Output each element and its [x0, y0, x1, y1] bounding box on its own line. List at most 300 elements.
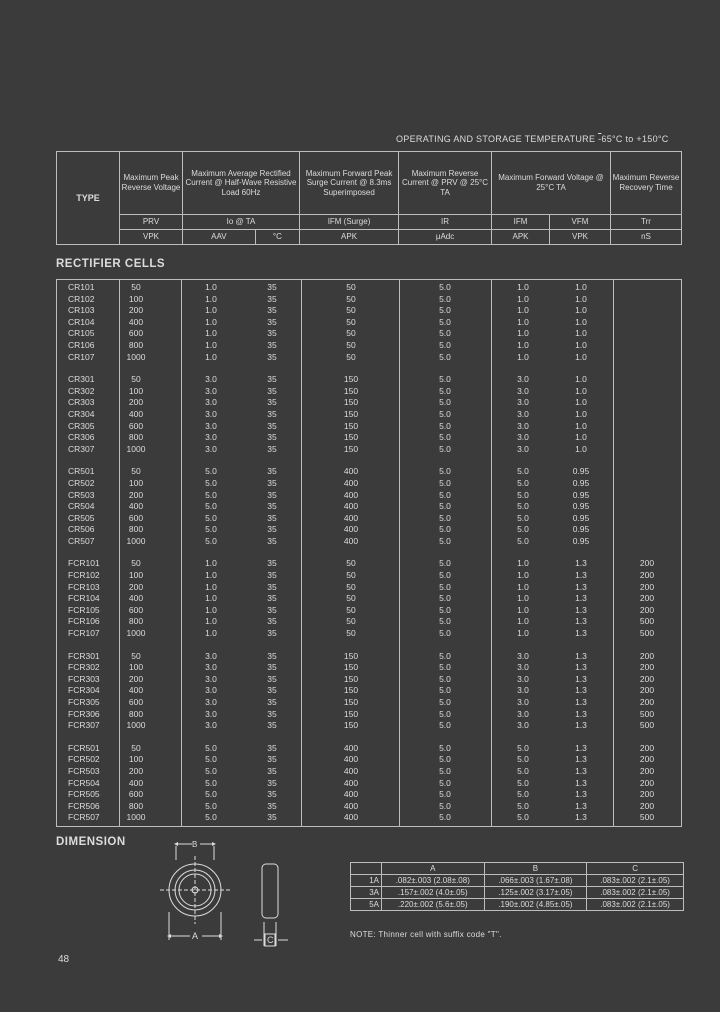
row-group [56, 466, 682, 547]
type-cell: CR104 [68, 316, 95, 327]
ifm-forward-cell: 1.0 [517, 616, 529, 627]
ifm-cell: 50 [346, 558, 356, 569]
vfm-cell: 1.3 [575, 662, 587, 673]
ifm-cell: 400 [343, 512, 359, 523]
io-cell: 1.0 [205, 616, 217, 627]
prv-cell: 600 [128, 697, 144, 707]
vfm-cell: 1.0 [575, 385, 587, 396]
prv-cell: 400 [128, 593, 144, 604]
tc-cell: 35 [267, 650, 277, 661]
type-cell: CR105 [68, 328, 95, 339]
ifm-forward-cell: 1.0 [517, 293, 529, 304]
prv-cell: 600 [128, 420, 144, 431]
type-cell: FCR503 [68, 765, 100, 776]
ir-cell: 5.0 [439, 420, 451, 431]
ir-cell: 5.0 [439, 765, 451, 776]
io-cell: 5.0 [205, 789, 217, 800]
type-cell: FCR104 [68, 593, 100, 604]
vfm-cell: 0.95 [572, 489, 590, 500]
ifm-cell: 400 [343, 501, 359, 512]
ir-cell: 5.0 [439, 742, 451, 753]
prv-cell: 400 [128, 777, 144, 788]
ir-cell: 5.0 [439, 477, 451, 488]
ir-cell: 5.0 [439, 581, 451, 592]
trr-cell: 200 [639, 650, 655, 661]
ir-cell: 5.0 [439, 720, 451, 731]
type-cell: CR106 [68, 339, 95, 350]
ir-cell: 5.0 [439, 524, 451, 535]
tc-cell: 35 [267, 812, 277, 823]
ifm-forward-cell: 5.0 [517, 812, 529, 823]
ifm-cell: 400 [343, 489, 359, 500]
tc-cell: 35 [267, 339, 277, 350]
table-row [56, 478, 682, 490]
tc-cell: 35 [267, 477, 277, 488]
vfm-cell: 1.3 [575, 593, 587, 604]
dimension-row [351, 875, 684, 887]
io-cell: 1.0 [205, 351, 217, 362]
tc-cell: 35 [267, 351, 277, 362]
tc-cell: 35 [267, 420, 277, 431]
prv-unit: VPK [120, 230, 183, 245]
ifm2-unit: APK [492, 230, 550, 245]
ir-cell: 5.0 [439, 812, 451, 823]
tc-cell: 35 [267, 374, 277, 385]
ir-cell: 5.0 [439, 628, 451, 639]
row-group [56, 558, 682, 639]
prv-symbol: PRV [120, 215, 183, 230]
table-row [56, 490, 682, 502]
ifm-cell: 50 [346, 293, 356, 304]
vfm-cell: 1.3 [575, 558, 587, 569]
vfm-cell: 1.0 [575, 443, 587, 454]
dimension-value: .220±.002 (5.6±.05) [382, 899, 485, 911]
tc-cell: 35 [267, 466, 277, 477]
ifm-cell: 150 [343, 420, 359, 431]
prv-cell: 1000 [126, 812, 146, 823]
vfm-unit: VPK [550, 230, 611, 245]
tc-cell: 35 [267, 328, 277, 339]
ifm-forward-cell: 3.0 [517, 720, 529, 731]
ir-cell: 5.0 [439, 293, 451, 304]
table-row [56, 616, 682, 628]
table-row [56, 651, 682, 663]
ir-cell: 5.0 [439, 593, 451, 604]
vfm-cell: 1.3 [575, 708, 587, 719]
ir-cell: 5.0 [439, 374, 451, 385]
prv-cell: 600 [128, 328, 144, 339]
size-label: 1A [351, 875, 382, 887]
trr-cell: 200 [639, 604, 655, 615]
io-cell: 3.0 [205, 708, 217, 719]
disc-side-view [262, 864, 278, 918]
type-cell: FCR507 [68, 812, 100, 823]
type-cell: FCR506 [68, 800, 100, 811]
row-group [56, 374, 682, 455]
ifm-forward-cell: 1.0 [517, 282, 529, 292]
table-row [56, 697, 682, 709]
ifm-forward-cell: 5.0 [517, 477, 529, 488]
tc-cell: 35 [267, 616, 277, 627]
table-row [56, 570, 682, 582]
ifm-cell: 50 [346, 328, 356, 339]
prv-cell: 400 [128, 408, 144, 419]
io-cell: 3.0 [205, 374, 217, 385]
vfm-cell: 0.95 [572, 477, 590, 488]
ifm-forward-cell: 3.0 [517, 408, 529, 419]
type-cell: CR107 [68, 351, 95, 362]
ifm-cell: 400 [343, 742, 359, 753]
vf-header: Maximum Forward Voltage @ 25°C TA [492, 152, 611, 215]
tc-cell: 35 [267, 558, 277, 569]
dimension-row [351, 899, 684, 911]
io-cell: 3.0 [205, 420, 217, 431]
type-cell: CR307 [68, 443, 95, 454]
ir-cell: 5.0 [439, 777, 451, 788]
trr-cell: 200 [639, 777, 655, 788]
vfm-cell: 1.0 [575, 316, 587, 327]
trr-cell: 500 [639, 708, 655, 719]
ifm-cell: 400 [343, 524, 359, 535]
vfm-cell: 0.95 [572, 512, 590, 523]
ifm-cell: 50 [346, 593, 356, 604]
tc-cell: 35 [267, 385, 277, 396]
io-cell: 1.0 [205, 316, 217, 327]
type-cell: CR505 [68, 512, 95, 523]
type-cell: CR302 [68, 385, 95, 396]
ifm-forward-cell: 5.0 [517, 789, 529, 800]
table-row [56, 432, 682, 444]
table-row [56, 409, 682, 421]
ifm-cell: 150 [343, 697, 359, 707]
tc-cell: 35 [267, 581, 277, 592]
ir-cell: 5.0 [439, 570, 451, 581]
io-cell: 5.0 [205, 765, 217, 776]
io-cell: 1.0 [205, 328, 217, 339]
tc-cell: 35 [267, 604, 277, 615]
vfm-cell: 1.3 [575, 604, 587, 615]
ir-cell: 5.0 [439, 385, 451, 396]
io-cell: 3.0 [205, 385, 217, 396]
ir-cell: 5.0 [439, 397, 451, 408]
table-row [56, 328, 682, 340]
dimension-title: DIMENSION [56, 836, 126, 848]
prv-cell: 800 [128, 524, 144, 535]
vfm-cell: 1.0 [575, 374, 587, 385]
ifm-cell: 150 [343, 408, 359, 419]
ifm-cell: 400 [343, 466, 359, 477]
ifm-forward-cell: 5.0 [517, 501, 529, 512]
table-row [56, 317, 682, 329]
ifm-cell: 50 [346, 305, 356, 316]
vfm-cell: 1.3 [575, 765, 587, 776]
ifm-cell: 50 [346, 616, 356, 627]
prv-cell: 1000 [126, 535, 146, 546]
dimension-row [351, 887, 684, 899]
ifm2-symbol: IFM [492, 215, 550, 230]
trr-cell: 200 [639, 789, 655, 800]
prv-cell: 100 [128, 385, 144, 396]
vfm-cell: 1.0 [575, 339, 587, 350]
io-cell: 5.0 [205, 466, 217, 477]
page-number: 48 [58, 954, 70, 965]
trr-cell: 200 [639, 742, 655, 753]
dimension-value: .082±.003 (2.08±.08) [382, 875, 485, 887]
ifm-cell: 150 [343, 650, 359, 661]
type-cell: CR305 [68, 420, 95, 431]
type-cell: FCR102 [68, 570, 100, 581]
io-cell: 5.0 [205, 489, 217, 500]
ifm-forward-cell: 5.0 [517, 535, 529, 546]
table-row [56, 582, 682, 594]
type-cell: FCR303 [68, 673, 100, 684]
ir-cell: 5.0 [439, 708, 451, 719]
b-arrowhead-left [174, 842, 178, 846]
ifm-forward-cell: 5.0 [517, 512, 529, 523]
dimension-value: .157±.002 (4.0±.05) [382, 887, 485, 899]
tc-cell: 35 [267, 535, 277, 546]
ifm-cell: 150 [343, 662, 359, 673]
ifm-unit: APK [300, 230, 399, 245]
type-cell: FCR301 [68, 650, 100, 661]
ifm-forward-cell: 3.0 [517, 420, 529, 431]
label-b: B [192, 840, 198, 849]
tc-cell: 35 [267, 593, 277, 604]
dimension-header-cell [351, 863, 382, 875]
ir-cell: 5.0 [439, 616, 451, 627]
ir-cell: 5.0 [439, 501, 451, 512]
table-row [56, 536, 682, 548]
tc-cell: 35 [267, 673, 277, 684]
io-cell: 3.0 [205, 673, 217, 684]
trr-cell: 200 [639, 800, 655, 811]
size-label: 5A [351, 899, 382, 911]
prv-cell: 800 [128, 800, 144, 811]
label-a: A [192, 931, 199, 941]
table-row [56, 801, 682, 813]
type-cell: CR103 [68, 305, 95, 316]
io-cell: 1.0 [205, 628, 217, 639]
ifm-forward-cell: 1.0 [517, 581, 529, 592]
vfm-cell: 1.0 [575, 351, 587, 362]
tc-cell: 35 [267, 765, 277, 776]
ifm-forward-cell: 1.0 [517, 305, 529, 316]
ifm-symbol: IFM (Surge) [300, 215, 399, 230]
ifm-cell: 50 [346, 316, 356, 327]
io-cell: 1.0 [205, 339, 217, 350]
table-row [56, 812, 682, 824]
ifm-cell: 400 [343, 800, 359, 811]
ir-cell: 5.0 [439, 305, 451, 316]
ir-header: Maximum Reverse Current @ PRV @ 25°C TA [399, 152, 492, 215]
ir-cell: 5.0 [439, 604, 451, 615]
ifm-forward-cell: 3.0 [517, 697, 529, 707]
io-cell: 5.0 [205, 512, 217, 523]
io-cell: 5.0 [205, 524, 217, 535]
io-cell: 1.0 [205, 305, 217, 316]
vfm-cell: 1.3 [575, 570, 587, 581]
thinner-cell-note: NOTE: Thinner cell with suffix code "T". [350, 930, 502, 939]
trr-cell: 200 [639, 558, 655, 569]
table-row [56, 294, 682, 306]
io-unit: AAV [183, 230, 256, 245]
io-cell: 1.0 [205, 593, 217, 604]
prv-cell: 50 [131, 466, 141, 477]
dimension-header-row [351, 863, 684, 875]
ir-unit: μAdc [399, 230, 492, 245]
vfm-cell: 1.3 [575, 581, 587, 592]
prv-cell: 1000 [126, 720, 146, 731]
ir-cell: 5.0 [439, 432, 451, 443]
ifm-cell: 150 [343, 397, 359, 408]
table-row [56, 397, 682, 409]
trr-symbol: Trr [611, 215, 682, 230]
prv-cell: 200 [128, 765, 144, 776]
prv-cell: 200 [128, 581, 144, 592]
prv-cell: 400 [128, 501, 144, 512]
vfm-cell: 1.3 [575, 742, 587, 753]
ifm-cell: 150 [343, 385, 359, 396]
prv-cell: 800 [128, 432, 144, 443]
io-cell: 3.0 [205, 443, 217, 454]
tc-cell: 35 [267, 397, 277, 408]
ifm-header: Maximum Forward Peak Surge Current @ 8.3ms Superimposed [300, 152, 399, 215]
ifm-cell: 400 [343, 812, 359, 823]
rectifier-cell-rows [56, 282, 682, 835]
type-cell: CR506 [68, 524, 95, 535]
io-cell: 1.0 [205, 558, 217, 569]
ifm-forward-cell: 3.0 [517, 708, 529, 719]
table-row [56, 662, 682, 674]
ifm-forward-cell: 5.0 [517, 777, 529, 788]
ir-cell: 5.0 [439, 535, 451, 546]
vfm-symbol: VFM [550, 215, 611, 230]
io-cell: 5.0 [205, 754, 217, 765]
type-cell: FCR103 [68, 581, 100, 592]
io-cell: 3.0 [205, 650, 217, 661]
vfm-cell: 1.3 [575, 777, 587, 788]
type-cell: CR504 [68, 501, 95, 512]
ifm-forward-cell: 3.0 [517, 685, 529, 696]
dimension-value: .083±.002 (2.1±.05) [587, 887, 684, 899]
tc-cell: 35 [267, 708, 277, 719]
type-cell: FCR304 [68, 685, 100, 696]
ifm-forward-cell: 3.0 [517, 673, 529, 684]
label-c: C [267, 935, 274, 945]
tc-cell: 35 [267, 789, 277, 800]
io-cell: 5.0 [205, 800, 217, 811]
table-row [56, 421, 682, 433]
ir-cell: 5.0 [439, 754, 451, 765]
ifm-cell: 150 [343, 432, 359, 443]
ifm-cell: 50 [346, 351, 356, 362]
table-row [56, 709, 682, 721]
dimension-value: .083±.002 (2.1±.05) [587, 875, 684, 887]
ifm-forward-cell: 5.0 [517, 742, 529, 753]
section-title: RECTIFIER CELLS [56, 258, 166, 270]
ir-cell: 5.0 [439, 662, 451, 673]
io-cell: 3.0 [205, 397, 217, 408]
row-group [56, 743, 682, 824]
type-cell: FCR302 [68, 662, 100, 673]
vfm-cell: 1.0 [575, 282, 587, 292]
ir-cell: 5.0 [439, 351, 451, 362]
io-cell: 3.0 [205, 432, 217, 443]
io-cell: 5.0 [205, 812, 217, 823]
io-cell: 3.0 [205, 697, 217, 707]
vfm-cell: 1.3 [575, 685, 587, 696]
prv-cell: 100 [128, 293, 144, 304]
ifm-cell: 50 [346, 570, 356, 581]
table-row [56, 789, 682, 801]
ifm-cell: 50 [346, 339, 356, 350]
dimension-header-cell: A [382, 863, 485, 875]
trr-cell: 200 [639, 593, 655, 604]
io-cell: 1.0 [205, 581, 217, 592]
vfm-cell: 0.95 [572, 501, 590, 512]
ir-cell: 5.0 [439, 408, 451, 419]
ifm-cell: 50 [346, 604, 356, 615]
prv-cell: 200 [128, 397, 144, 408]
ifm-cell: 400 [343, 789, 359, 800]
tc-cell: 35 [267, 800, 277, 811]
ir-cell: 5.0 [439, 697, 451, 707]
vfm-cell: 1.0 [575, 408, 587, 419]
type-cell: FCR504 [68, 777, 100, 788]
vfm-cell: 1.3 [575, 628, 587, 639]
tc-cell: 35 [267, 570, 277, 581]
ir-cell: 5.0 [439, 558, 451, 569]
vfm-cell: 1.0 [575, 305, 587, 316]
table-row [56, 754, 682, 766]
ifm-forward-cell: 5.0 [517, 765, 529, 776]
prv-cell: 200 [128, 673, 144, 684]
prv-cell: 50 [131, 650, 141, 661]
size-label: 3A [351, 887, 382, 899]
type-cell: CR304 [68, 408, 95, 419]
ifm-forward-cell: 5.0 [517, 754, 529, 765]
ifm-forward-cell: 1.0 [517, 570, 529, 581]
vfm-cell: 1.0 [575, 420, 587, 431]
type-cell: FCR502 [68, 754, 100, 765]
prv-cell: 400 [128, 316, 144, 327]
trr-cell: 200 [639, 570, 655, 581]
dimension-header-cell: C [587, 863, 684, 875]
prv-cell: 200 [128, 305, 144, 316]
tc-cell: 35 [267, 316, 277, 327]
tc-cell: 35 [267, 408, 277, 419]
ir-cell: 5.0 [439, 328, 451, 339]
type-cell: FCR107 [68, 628, 100, 639]
tc-cell: 35 [267, 512, 277, 523]
tc-cell: 35 [267, 489, 277, 500]
io-cell: 5.0 [205, 777, 217, 788]
ifm-forward-cell: 1.0 [517, 558, 529, 569]
io-header: Maximum Average Rectified Current @ Half-Wave Resistive Load 60Hz [183, 152, 300, 215]
tc-cell: 35 [267, 628, 277, 639]
ifm-cell: 150 [343, 708, 359, 719]
ir-cell: 5.0 [439, 800, 451, 811]
trr-cell: 500 [639, 628, 655, 639]
dimension-value: .125±.002 (3.17±.05) [484, 887, 587, 899]
tc-cell: 35 [267, 282, 277, 292]
ifm-cell: 150 [343, 685, 359, 696]
vfm-cell: 1.3 [575, 616, 587, 627]
io-cell: 1.0 [205, 282, 217, 292]
io-cell: 3.0 [205, 408, 217, 419]
ifm-forward-cell: 3.0 [517, 432, 529, 443]
ifm-cell: 400 [343, 765, 359, 776]
